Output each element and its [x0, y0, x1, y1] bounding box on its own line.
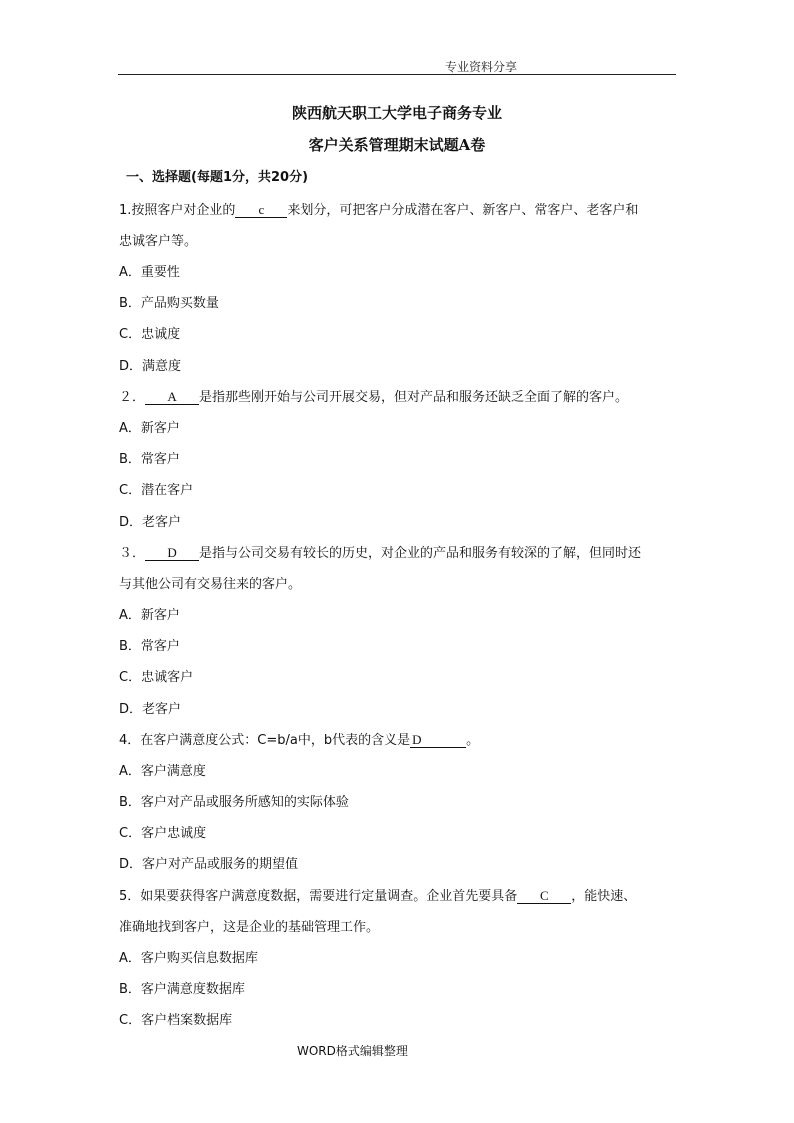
option-item: C．忠诚客户 — [119, 670, 194, 685]
answer-blank: A — [145, 390, 199, 405]
document-subtitle: 客户关系管理期末试题A卷 — [308, 136, 486, 154]
question-2 — [119, 386, 628, 405]
option-item: D．客户对产品或服务的期望值 — [119, 857, 299, 872]
option-item: D．老客户 — [119, 515, 182, 530]
question-5 — [119, 885, 636, 904]
question-5-continued: 准确地找到客户，这是企业的基础管理工作。 — [119, 920, 380, 935]
option-item: B．产品购买数量 — [119, 296, 219, 311]
question-text: ２． — [119, 390, 146, 405]
option-item: C．客户忠诚度 — [119, 826, 207, 841]
question-4 — [119, 729, 479, 748]
option-item: D．老客户 — [119, 702, 182, 717]
option-item: A．重要性 — [119, 265, 180, 280]
question-text: 1.按照客户对企业的 — [119, 203, 236, 218]
option-item: A．客户满意度 — [119, 764, 206, 779]
option-item: A．新客户 — [119, 608, 180, 623]
option-item: B．客户满意度数据库 — [119, 982, 245, 997]
option-item: C．忠诚度 — [119, 327, 181, 342]
option-item: B．客户对产品或服务所感知的实际体验 — [119, 795, 349, 810]
option-item: C．客户档案数据库 — [119, 1013, 233, 1028]
option-item: C．潜在客户 — [119, 483, 194, 498]
answer-blank: C — [517, 889, 571, 904]
answer-blank: c — [235, 203, 287, 218]
question-text: 是指那些刚开始与公司开展交易，但对产品和服务还缺乏全面了解的客户。 — [199, 390, 629, 405]
option-item: A．客户购买信息数据库 — [119, 951, 258, 966]
question-1 — [119, 199, 638, 218]
answer-blank: D — [145, 546, 199, 561]
page-footer-text: WORD格式编辑整理 — [297, 1044, 408, 1058]
question-text: 来划分，可把客户分成潜在客户、新客户、常客户、老客户和 — [287, 203, 639, 218]
section-heading: 一、选择题(每题1分，共20分) — [126, 170, 309, 185]
option-item: B．常客户 — [119, 639, 180, 654]
question-text: 是指与公司交易有较长的历史，对企业的产品和服务有较深的了解，但同时还 — [199, 546, 642, 561]
question-text: 4．在客户满意度公式：C=b/a中，b代表的含义是 — [119, 733, 411, 748]
question-1-continued: 忠诚客户等。 — [119, 234, 198, 249]
document-title: 陕西航天职工大学电子商务专业 — [291, 104, 502, 122]
question-3 — [119, 542, 641, 561]
question-text: ，能快速、 — [571, 889, 637, 904]
question-text: ３． — [119, 546, 146, 561]
question-text: 。 — [466, 733, 480, 748]
option-item: A．新客户 — [119, 421, 180, 436]
page-header-text: 专业资料分享 — [445, 60, 518, 74]
question-text: 5．如果要获得客户满意度数据，需要进行定量调查。企业首先要具备 — [119, 889, 518, 904]
option-item: B．常客户 — [119, 452, 180, 467]
header-rule — [118, 74, 676, 75]
question-3-continued: 与其他公司有交易往来的客户。 — [119, 577, 302, 592]
option-item: D．满意度 — [119, 359, 182, 374]
answer-blank: D — [410, 733, 466, 748]
